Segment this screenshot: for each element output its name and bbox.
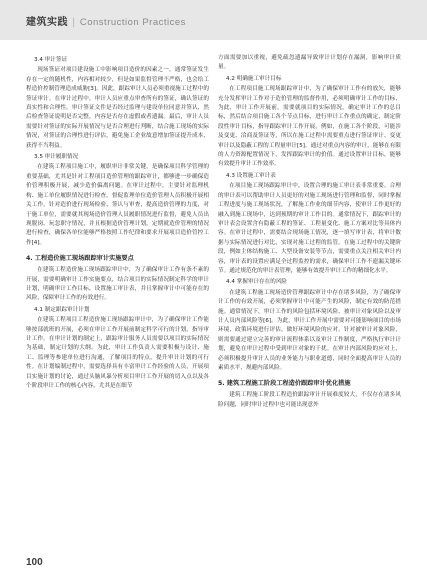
- section-4-4-heading: 4.4 掌握审计存在的风险: [226, 279, 288, 286]
- journal-name-cn: 建筑实践: [26, 17, 68, 28]
- section-4-2-heading: 4.2 明确施工审计目标: [226, 75, 282, 82]
- page-number: 100: [26, 557, 43, 568]
- right-column: [218, 54, 401, 552]
- section-5-body: 建筑工程施工阶段工程造价跟踪审计开展难度较大，不仅存在诸多风险问题，同时审计过程中也可能出现意外: [218, 392, 401, 408]
- section-4-body: 在建筑工程造价施工现场跟踪审计中，为了确保审计工作有条不紊的开展，需要明确审计工作实施要点，结合项目的实际情况制定科学的审计计划，明确审计工作目标，设置施工审计表，并且掌握审计中可能存在的风险，保障审计工作的有效进行。: [26, 267, 209, 302]
- section-4-1-continuation: 方面需要加以重视，避免疏忽遗漏导致审计计划存在漏洞，影响审计质量。: [218, 55, 401, 71]
- section-4-heading: 4. 工程造价施工现场跟踪审计实施要点: [26, 255, 134, 263]
- section-4-4-body: 在建筑工程施工现场造价管理跟踪审计中存在诸多风险，为了确保审计工作的有效开展，必须掌握审计中可能产生的风险，制定有效的防范措施。通常情况下，审计工作的风险包括环境风险、被审计对象风险以及审计人员内部风险等[6]。为此，审计工作开展中需要对可能影响项目的市场环境、政策环境进行评估，做好环境风险的应对。针对被审计对象风险，则需要通过建立完善的审计流程体系以及审计工作制度，严格执行审计计划，避免在审计过程中受到审计对象的干扰。在审计内部风险的应对上，必须积极提升审计人员的业务能力与职业道德，同时全面提高审计人员的素质水平，规避内部风险。: [218, 289, 401, 371]
- left-column: [26, 54, 209, 552]
- journal-title: [26, 13, 186, 28]
- section-4-3-body: 在项目施工现场跟踪审计中，设置合理的施工审计表非常重要。合理的审计表可以帮助审计人员更好的对施工现场进行管理和监督，同时掌握工程进度与施工现场状况，了解施工作业的细节内容，使审计工作更好的融入到施工现场中，达到预期的审计工作目的。通常情况下，跟踪审计的审计表会设置含有隐蔽工程的签证、工程量变化、施工方案对比等具体内容。在审计过程中，需要结合现场施工情况，逐一填写审计表，将审计数据与实际情况进行对比，实现对施工过程的监管。在施工过程中的关键阶段，例如主体结构施工、大型设备安装等节点，需要重点关注相关审计内容，审计表的设置应满足全过程监控的需求，确保审计工作不遗漏关键环节。通过规范化的审计表管理，能够有效提升审计工作的精细化水平。: [218, 183, 401, 274]
- section-4-2-body: 在工程项目施工现场跟踪审计中，为了确保审计工作有的放矢，能够充分发挥审计工作对于造价管理的监督作用，必须明确审计工作的目标，为此，审计工作开展前，需要就项目的实际情况，确定审计工作的总目标，然后结合项目施工各个节点目标，进行审计工作重点的确定，制定阶段性审计目标，指导跟踪审计工作开展。例如，在施工各个阶段，可能涉及变更、洽商及签证等，所以在施工过程中需要重点进行签证审计、变更审计以及隐蔽工程的工程量审计[5]。通过对重点内容的审计，能够在有限的人力资源配置情况下，发挥跟踪审计的价值。通过设置审计目标，能够有效提升审计工作效率。: [218, 86, 401, 168]
- journal-separator: |: [72, 17, 76, 28]
- section-3-4-body: 现场签证对项目建设施工中影响项目造价的因素之一，通常签证发生存在一定的随机性，内容相对较少，但是如果监督管理不严格，也会给工程造价控制管理造成威胁[3]。因此，跟踪审计人员必须重视施工过程中的签证审计。在审计过程中，审计人员应重点审查所有的签证，确认签证的真实性和合理性。审计签证文件是否经过监理与建设单位同意并签认，然后检查签证说明是否完整，内容是否存在虚假或者遗漏。最后，审计人员需要针对签证的实际开展情况与是否合理进行判断，结合施工现场的实际情况，对签证的合理性进行评估，避免施工企业故意增加签证提升成本，获得不当利益。: [26, 67, 209, 149]
- section-3-4-heading: 3.4 审计签证: [34, 57, 68, 63]
- journal-name-en: Construction Practices: [79, 17, 186, 28]
- section-3-5-body: 在建筑工程项目施工中，履职审计非常关键，是确保项目科学管理的重要基础，尤其是针对工程项目造价管理的跟踪审计，都够进一步确保造价管理积极开展，减少造价偏离问题。在审计过程中，主要针对监理机构、施工单位履职情况进行检查，督促监理单位造价管理人员积极开展相关工作，针对造价进行现场检验、签认与审查，提高造价管理的力度，对于施工单位，需要就其现场造价管理人员履职情况进行监督，避免人员出现脱岗、玩忽职守情况，并且根据造价管理计划，定期就造价管理的情况进行检查，确保各单位能够严格按照工作纪律和要求开展项目造价管控工作[4]。: [26, 164, 209, 246]
- section-5-heading: 5. 建筑工程施工阶段工程造价跟踪审计优化措施: [218, 380, 351, 388]
- section-4-1-body: 在建筑工程项目工程造价施工现场跟踪审计中，为了确保审计工作能够按部就班的开展，必须在审计工作开展前制定科学可行的计划，指导审计工作。在审计计划的制定上，跟踪审计服务人员需要以项目的实际情况为基础，制定计划的大纲。为此，审计工作负责人需要积极与设计、施工、监理等参建单位进行沟通，了解项目的特点，提升审计计划的可行性。在计划编制过程中，需要选择具有丰富审计工作经验的人员，开展项目实施计划的讨论，通过头脑风暴分析项目审计工作开展的切入点以及各个阶段审计工作的核心内容，尤其是在细节: [26, 317, 209, 389]
- section-4-1-heading: 4.1 制定跟踪审计计划: [34, 306, 90, 313]
- section-3-5-heading: 3.5 审计履职情况: [34, 154, 79, 161]
- section-4-3-heading: 4.3 设置施工审计表: [226, 172, 276, 179]
